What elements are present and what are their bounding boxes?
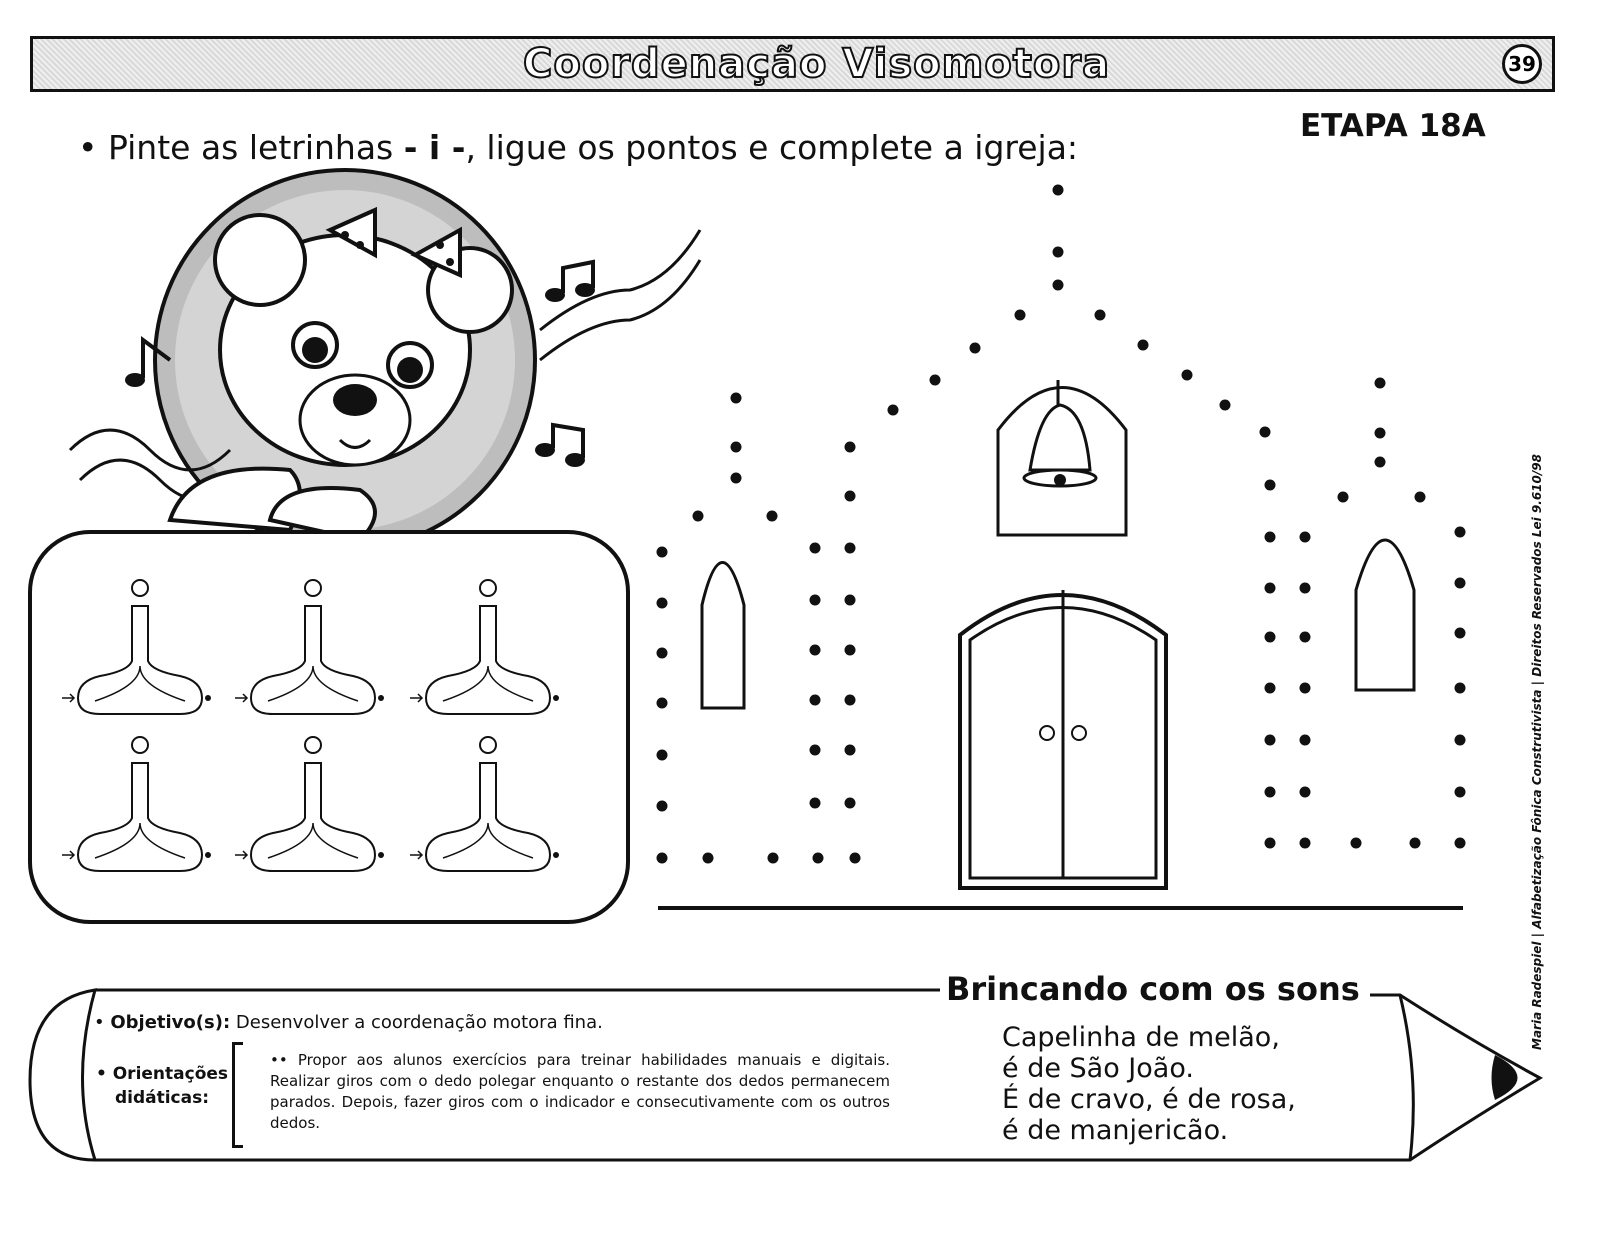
dot (1265, 480, 1276, 491)
dot (1220, 400, 1231, 411)
dot (845, 442, 856, 453)
left-window (702, 563, 744, 709)
brincando-title: Brincando com os sons (940, 970, 1366, 1008)
bear-nose (333, 384, 377, 416)
dot (810, 745, 821, 756)
dot (1053, 280, 1064, 291)
dot (1265, 838, 1276, 849)
objetivo-label: Objetivo(s): (110, 1012, 231, 1033)
orientacoes-label-2: didáticas: (114, 1088, 210, 1108)
dot (1351, 838, 1362, 849)
church-drawing (657, 185, 1466, 909)
dot (1053, 247, 1064, 258)
instruction-after: , ligue os pontos e complete a igreja: (465, 128, 1079, 167)
dot (1265, 787, 1276, 798)
dot (657, 648, 668, 659)
door-knob (1072, 726, 1086, 740)
bear-illustration (70, 170, 700, 550)
instruction-highlight: - i - (403, 128, 466, 167)
right-window (1356, 540, 1414, 690)
dot (1300, 532, 1311, 543)
orientacoes-body: Propor aos alunos exercícios para treinar habilidades manuais e digitais. Realizar giros com o dedo polegar enquanto o restante dos dedos permanecem parados. Depois, fazer giros com o indicador e consecutivamente com os outros dedos. (270, 1051, 891, 1132)
dot (657, 853, 668, 864)
dot (845, 745, 856, 756)
dot (657, 750, 668, 761)
etapa-label: ETAPA 18A (1300, 108, 1486, 144)
dot (731, 473, 742, 484)
dot (813, 853, 824, 864)
dot (767, 511, 778, 522)
dot (693, 511, 704, 522)
bracket (232, 1042, 243, 1148)
dot (1338, 492, 1349, 503)
dot (1300, 787, 1311, 798)
dot (930, 375, 941, 386)
dot (703, 853, 714, 864)
page-number-badge: 39 (1502, 44, 1542, 84)
door-knob (1040, 726, 1054, 740)
dot (845, 543, 856, 554)
dot (1138, 340, 1149, 351)
poem (1002, 1022, 1296, 1146)
dot (768, 853, 779, 864)
dot (1300, 583, 1311, 594)
dot (1455, 838, 1466, 849)
dot (1265, 735, 1276, 746)
orientacoes-text: •• Propor aos alunos exercícios para treinar habilidades manuais e digitais. Realizar giros com o dedo polegar enquanto o restante dos dedos permanecem parados. Depois, fazer giros com o indicador e consecutivamente com os outros dedos. (270, 1051, 891, 1132)
dot (1015, 310, 1026, 321)
dot (1375, 428, 1386, 439)
poem-line: é de manjericão. (1002, 1115, 1229, 1146)
dot (810, 798, 821, 809)
objetivo: • Objetivo(s): Desenvolver a coordenação motora fina. (94, 1012, 603, 1033)
orientacoes-label: • Orientações didáticas: (92, 1062, 232, 1110)
dot (1455, 578, 1466, 589)
dot (1455, 735, 1466, 746)
dot (850, 853, 861, 864)
header-title: Coordenação Visomotora (523, 41, 1111, 87)
dot (1300, 838, 1311, 849)
dot (1300, 735, 1311, 746)
dot (845, 695, 856, 706)
dot (1095, 310, 1106, 321)
dot (1410, 838, 1421, 849)
dot (1265, 683, 1276, 694)
dot (1182, 370, 1193, 381)
dot (657, 801, 668, 812)
dot (1415, 492, 1426, 503)
dot (657, 698, 668, 709)
dot (1375, 378, 1386, 389)
dot (810, 645, 821, 656)
objetivo-text: Desenvolver a coordenação motora fina. (235, 1012, 603, 1033)
dot (657, 598, 668, 609)
poem-line: É de cravo, é de rosa, (1002, 1084, 1296, 1115)
dot (1300, 683, 1311, 694)
dot (845, 645, 856, 656)
dot (888, 405, 899, 416)
dot (845, 491, 856, 502)
poem-line: Capelinha de melão, (1002, 1022, 1280, 1053)
dot (1260, 427, 1271, 438)
dot (810, 695, 821, 706)
dot (657, 547, 668, 558)
dot (970, 343, 981, 354)
dot (810, 595, 821, 606)
orientacoes-label-1: Orientações (112, 1064, 229, 1084)
dot (845, 595, 856, 606)
dot (1455, 683, 1466, 694)
pencil-eraser (30, 990, 95, 1160)
music-note-icon (545, 262, 595, 302)
dot (810, 543, 821, 554)
dot (1265, 583, 1276, 594)
dot (731, 442, 742, 453)
dot (845, 798, 856, 809)
dot (1053, 185, 1064, 196)
dot (1455, 787, 1466, 798)
dot (1300, 632, 1311, 643)
dot (1455, 628, 1466, 639)
poem-line: é de São João. (1002, 1053, 1194, 1084)
instruction-bullet: • (78, 128, 98, 167)
bear-ear-left (215, 215, 305, 305)
instruction-before: Pinte as letrinhas (107, 128, 404, 167)
dot (1375, 457, 1386, 468)
copyright-credit: Maria Radespiel | Alfabetização Fônica Construtivista | Direitos Reservados Lei 9.610/98 (1530, 454, 1544, 1050)
music-note-icon (535, 425, 585, 467)
dot (1455, 527, 1466, 538)
dot (731, 393, 742, 404)
dot (1265, 532, 1276, 543)
dot (1265, 632, 1276, 643)
